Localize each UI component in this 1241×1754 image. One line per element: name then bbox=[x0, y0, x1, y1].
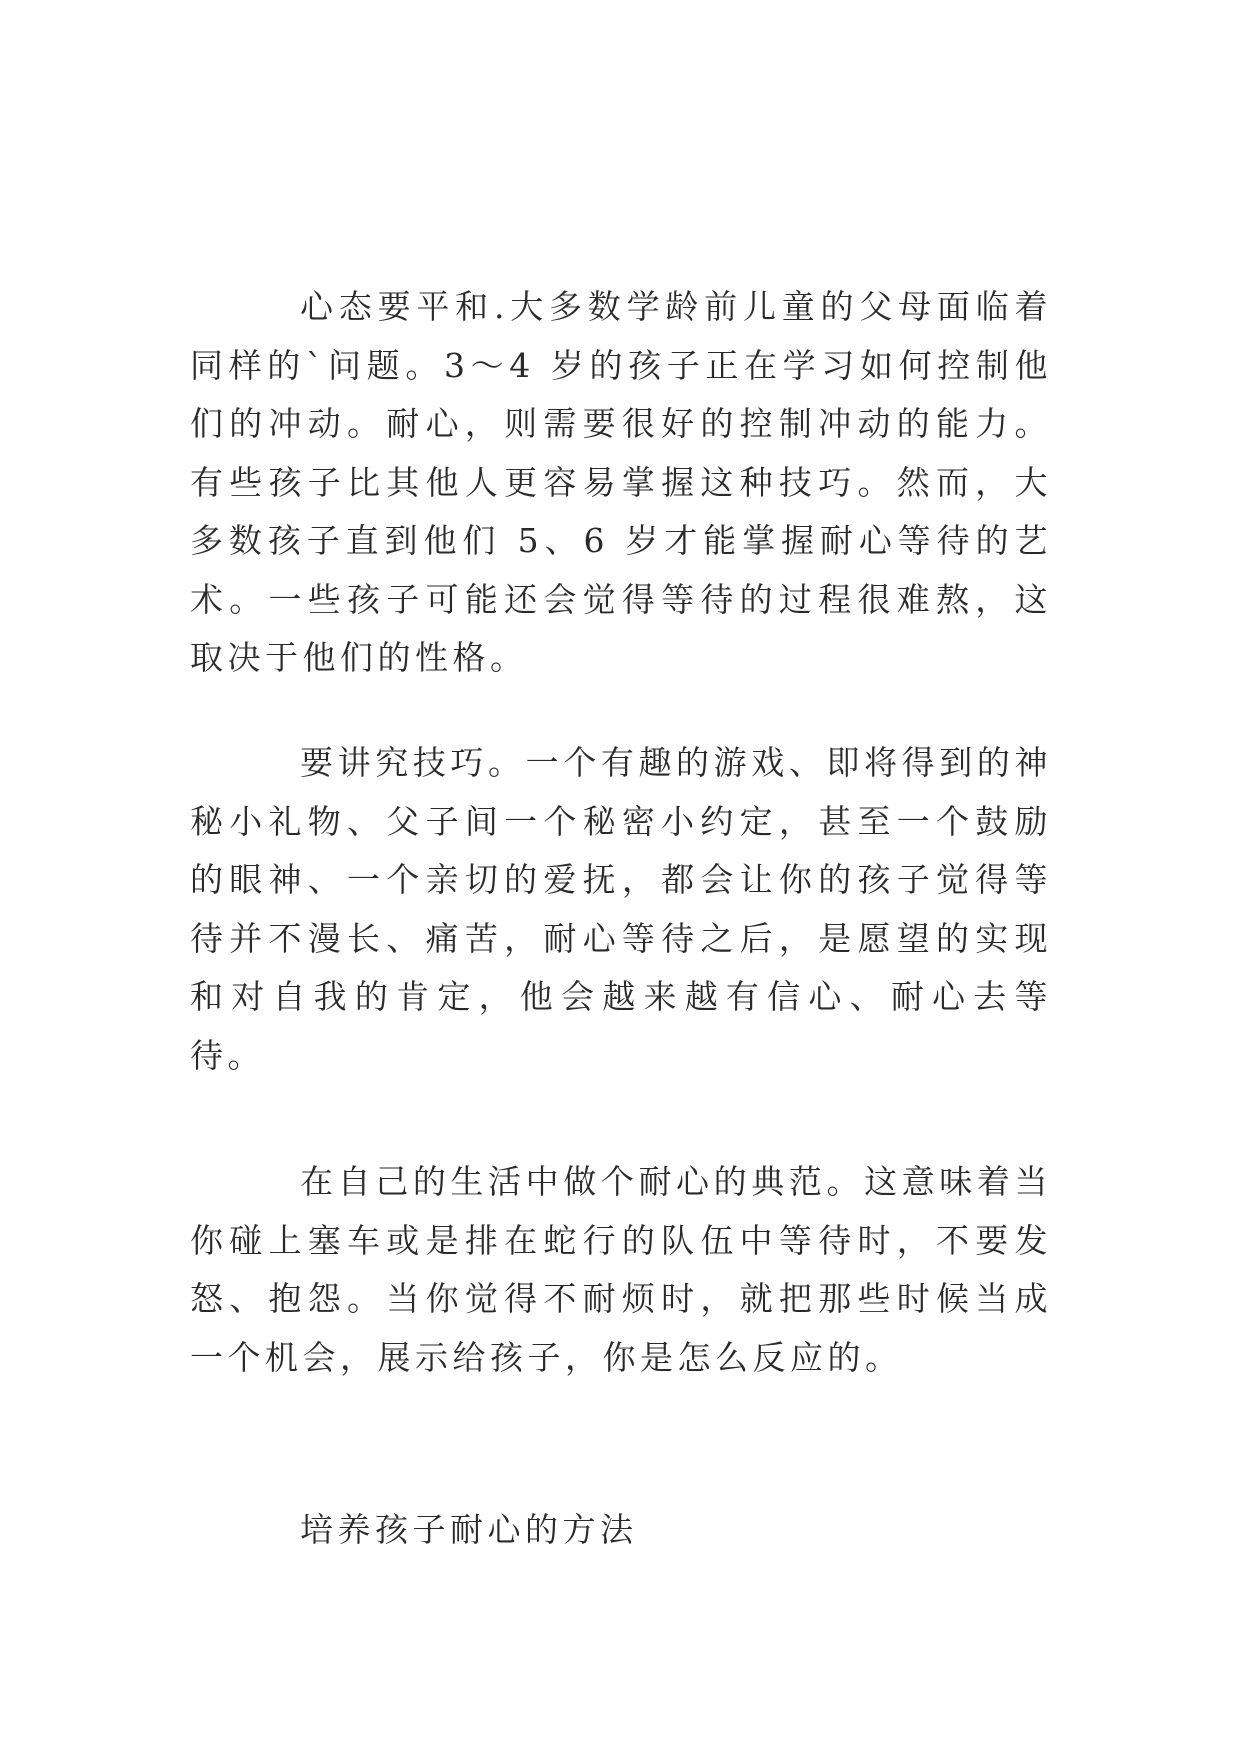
paragraph-be-role-model: 在自己的生活中做个耐心的典范。这意味着当你碰上塞车或是排在蛇行的队伍中等待时，不要发怒、抱怨。当你觉得不耐烦时，就把那些时候当成一个机会，展示给孩子，你是怎么反应的。 bbox=[190, 1162, 1052, 1377]
paragraph-use-techniques: 要讲究技巧。一个有趣的游戏、即将得到的神秘小礼物、父子间一个秘密小约定，甚至一个鼓励的眼神、一个亲切的爱抚，都会让你的孩子觉得等待并不漫长、痛苦，耐心等待之后，是愿望的实现和对自我的肯定，他会越来越有信心、耐心去等待。 bbox=[190, 743, 1052, 1075]
section-heading: 培养孩子耐心的方法 bbox=[300, 1510, 638, 1549]
paragraph-calm-mindset: 心态要平和.大多数学龄前儿童的父母面临着同样的`问题。3～4 岁的孩子正在学习如何控制他们的冲动。耐心，则需要很好的控制冲动的能力。有些孩子比其他人更容易掌握这种技巧。然而，大多数孩子直到他们 5、6 岁才能掌握耐心等待的艺术。一些孩子可能还会觉得等待的过程很难熬，这取决于他们的性格。 bbox=[190, 287, 1052, 677]
